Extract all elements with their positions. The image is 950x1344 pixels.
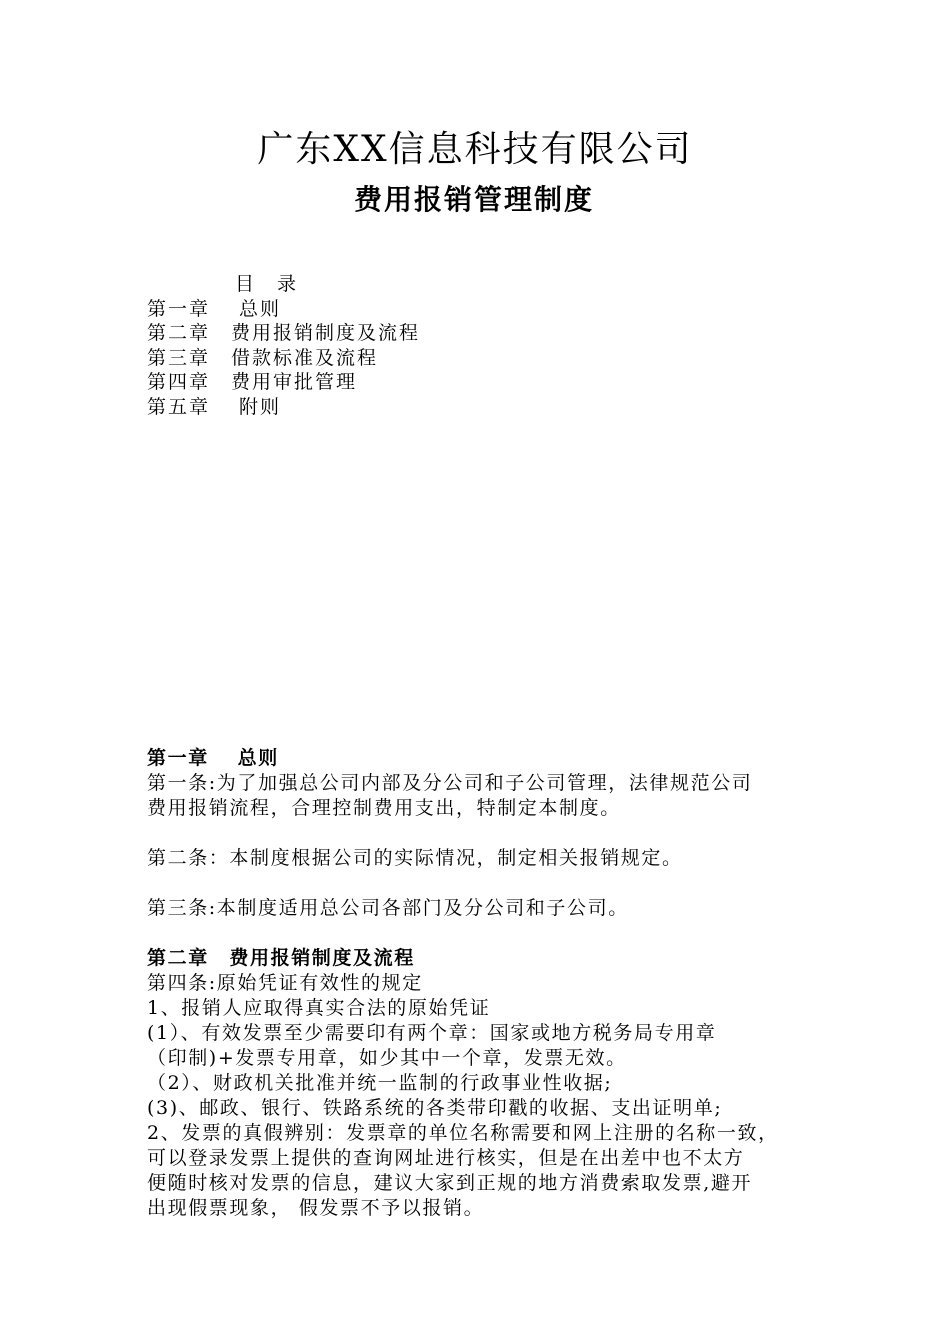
toc-item-chapter-1: 第一章 总则 [147,297,282,320]
article-3: 第三条:本制度适用总公司各部门及分公司和子公司。 [147,897,629,919]
table-of-contents [147,272,420,419]
chapter-2-line: 1、报销人应取得真实合法的原始凭证 [147,997,491,1019]
chapter-2-line: (1）、有效发票至少需要印有两个章：国家或地方税务局专用章 [147,1022,717,1044]
chapter-2-line: 便随时核对发票的信息，建议大家到正规的地方消费索取发票,避开 [147,1172,753,1194]
chapter-2-line: （印制)+发票专用章，如少其中一个章，发票无效。 [147,1047,627,1069]
article-2: 第二条：本制度根据公司的实际情况，制定相关报销规定。 [147,847,683,869]
chapter-2-line: (3)、邮政、银行、铁路系统的各类带印戳的收据、支出证明单; [147,1097,723,1119]
document-body [147,746,827,1221]
toc-item-chapter-2: 第二章 费用报销制度及流程 [147,322,421,344]
chapter-2-line: 可以登录发票上提供的查询网址进行核实，但是在出差中也不太方 [147,1147,745,1169]
article-1-line-2: 费用报销流程，合理控制费用支出，特制定本制度。 [147,797,621,819]
paragraph-gap [147,821,827,846]
chapter-1-heading: 第一章 总则 [147,747,279,769]
toc-item-chapter-5: 第五章 附则 [147,395,282,418]
company-title: 广东XX信息科技有限公司 [257,129,693,170]
chapter-2-line: 第四条:原始凭证有效性的规定 [147,972,423,994]
article-1-line-1: 第一条:为了加强总公司内部及分公司和子公司管理，法律规范公司 [147,772,753,794]
chapter-2-line: 2、发票的真假辨别：发票章的单位名称需要和网上注册的名称一致， [147,1122,779,1144]
toc-item-chapter-3: 第三章 借款标准及流程 [147,346,379,369]
chapter-2-heading: 第二章 费用报销制度及流程 [147,947,415,969]
chapter-2-line: （2）、财政机关批准并统一监制的行政事业性收据; [147,1072,613,1094]
paragraph-gap [147,871,827,896]
toc-heading: 目 录 [235,273,299,295]
paragraph-gap [147,921,827,946]
toc-item-chapter-4: 第四章 费用审批管理 [147,371,358,393]
document-title: 费用报销管理制度 [354,183,595,216]
chapter-2-line: 出现假票现象， 假发票不予以报销。 [147,1197,485,1219]
